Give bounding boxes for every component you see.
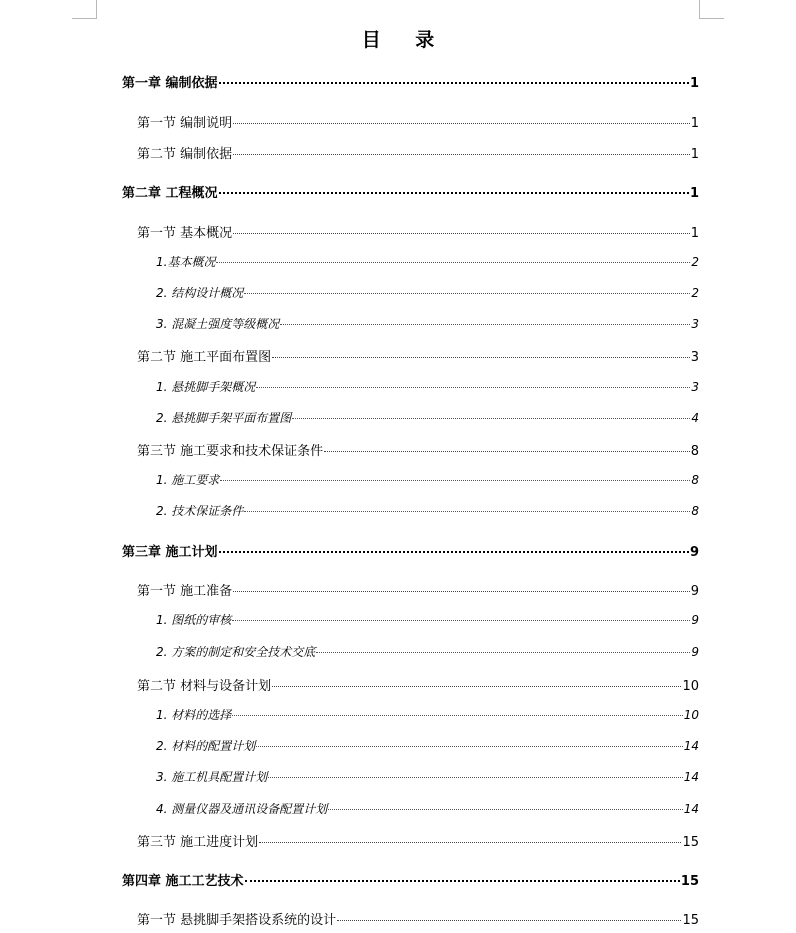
toc-entry-label: 2. 材料的配置计划 <box>156 739 256 753</box>
toc-entry-page-number: 3 <box>691 380 699 394</box>
dot-leader <box>216 262 690 263</box>
toc-chapter-entry[interactable] <box>122 182 699 201</box>
dot-leader <box>220 480 690 481</box>
toc-section-entry[interactable] <box>137 909 699 928</box>
toc-entry-page-number: 15 <box>682 835 699 850</box>
dot-leader <box>233 591 690 592</box>
toc-entry-label: 第一节 悬挑脚手架搭设系统的设计 <box>137 913 337 928</box>
toc-title: 目 录 <box>361 29 449 51</box>
dot-leader <box>233 154 690 155</box>
toc-chapter-entry[interactable] <box>122 870 699 889</box>
toc-entry-label: 第一章 编制依据 <box>122 76 218 91</box>
toc-entry-page-number: 8 <box>691 473 699 487</box>
toc-entry-page-number: 1 <box>689 76 699 91</box>
toc-section-entry[interactable] <box>137 112 699 131</box>
dot-leader <box>233 123 690 124</box>
dot-leader <box>219 551 689 553</box>
toc-entry-label: 2. 方案的制定和安全技术交底 <box>156 645 316 659</box>
dot-leader <box>324 451 690 452</box>
toc-entry-page-number: 10 <box>683 708 699 722</box>
toc-entry-label: 4. 测量仪器及通讯设备配置计划 <box>156 802 328 816</box>
dot-leader <box>280 324 690 325</box>
toc-entry-label: 1. 图纸的审核 <box>156 613 232 627</box>
toc-entry-page-number: 14 <box>683 802 699 816</box>
toc-entry-label: 2. 悬挑脚手架平面布置图 <box>156 411 292 425</box>
toc-section-entry[interactable] <box>137 143 699 162</box>
toc-entry-page-number: 4 <box>691 411 699 425</box>
toc-subsection-entry[interactable] <box>156 800 699 817</box>
toc-subsection-entry[interactable] <box>156 643 699 660</box>
toc-entry-label: 1.基本概况 <box>156 255 216 269</box>
toc-entry-page-number: 9 <box>691 613 699 627</box>
toc-entry-page-number: 1 <box>690 226 699 241</box>
toc-entry-label: 第三章 施工计划 <box>122 545 218 560</box>
toc-entry-label: 第三节 施工要求和技术保证条件 <box>137 444 324 459</box>
toc-entry-label: 1. 材料的选择 <box>156 708 232 722</box>
toc-entry-page-number: 15 <box>680 874 699 889</box>
toc-entry-label: 2. 结构设计概况 <box>156 286 244 300</box>
toc-entry-page-number: 8 <box>690 444 699 459</box>
toc-section-entry[interactable] <box>137 831 699 850</box>
toc-section-entry[interactable] <box>137 580 699 599</box>
toc-chapter-entry[interactable] <box>122 541 699 560</box>
toc-subsection-entry[interactable] <box>156 737 699 754</box>
dot-leader <box>219 192 689 194</box>
toc-entry-label: 第二章 工程概况 <box>122 186 218 201</box>
toc-subsection-entry[interactable] <box>156 253 699 270</box>
dot-leader <box>219 82 689 84</box>
dot-leader <box>233 233 690 234</box>
dot-leader <box>316 652 690 653</box>
toc-entry-page-number: 9 <box>690 584 699 599</box>
toc-entry-page-number: 8 <box>691 504 699 518</box>
toc-entry-page-number: 15 <box>682 913 699 928</box>
dot-leader <box>292 418 690 419</box>
dot-leader <box>256 746 682 747</box>
dot-leader <box>244 511 690 512</box>
toc-subsection-entry[interactable] <box>156 502 699 519</box>
toc-entry-page-number: 3 <box>690 350 699 365</box>
dot-leader <box>272 686 681 687</box>
toc-entry-label: 1. 施工要求 <box>156 473 220 487</box>
toc-chapter-entry[interactable] <box>122 72 699 91</box>
toc-entry-label: 第二节 编制依据 <box>137 147 233 162</box>
dot-leader <box>245 880 680 882</box>
dot-leader <box>337 920 681 921</box>
toc-entry-label: 第一节 施工准备 <box>137 584 233 599</box>
dot-leader <box>328 809 682 810</box>
dot-leader <box>259 842 681 843</box>
toc-entry-label: 第一节 编制说明 <box>137 116 233 131</box>
toc-subsection-entry[interactable] <box>156 409 699 426</box>
toc-entry-page-number: 9 <box>691 645 699 659</box>
toc-entry-page-number: 1 <box>690 147 699 162</box>
toc-entry-page-number: 1 <box>689 186 699 201</box>
toc-section-entry[interactable] <box>137 346 699 365</box>
toc-subsection-entry[interactable] <box>156 315 699 332</box>
dot-leader <box>232 620 690 621</box>
toc-entry-label: 1. 悬挑脚手架概况 <box>156 380 256 394</box>
toc-entry-page-number: 9 <box>689 545 699 560</box>
toc-subsection-entry[interactable] <box>156 611 699 628</box>
dot-leader <box>272 357 690 358</box>
toc-entry-label: 第二节 材料与设备计划 <box>137 679 272 694</box>
dot-leader <box>256 387 690 388</box>
toc-entry-label: 3. 混凝土强度等级概况 <box>156 317 280 331</box>
toc-section-entry[interactable] <box>137 222 699 241</box>
toc-subsection-entry[interactable] <box>156 378 699 395</box>
toc-entry-label: 第四章 施工工艺技术 <box>122 874 244 889</box>
dot-leader <box>244 293 690 294</box>
toc-entry-label: 2. 技术保证条件 <box>156 504 244 518</box>
toc-subsection-entry[interactable] <box>156 284 699 301</box>
toc-entry-page-number: 1 <box>690 116 699 131</box>
toc-entry-page-number: 14 <box>683 770 699 784</box>
toc-entry-label: 第二节 施工平面布置图 <box>137 350 272 365</box>
toc-entry-label: 3. 施工机具配置计划 <box>156 770 268 784</box>
toc-subsection-entry[interactable] <box>156 768 699 785</box>
toc-subsection-entry[interactable] <box>156 471 699 488</box>
toc-entry-page-number: 2 <box>691 255 699 269</box>
toc-entry-label: 第一节 基本概况 <box>137 226 233 241</box>
toc-entry-label: 第三节 施工进度计划 <box>137 835 259 850</box>
toc-entry-page-number: 14 <box>683 739 699 753</box>
toc-entry-page-number: 3 <box>691 317 699 331</box>
dot-leader <box>268 777 682 778</box>
toc-section-entry[interactable] <box>137 675 699 694</box>
toc-entry-page-number: 10 <box>682 679 699 694</box>
toc-entry-page-number: 2 <box>691 286 699 300</box>
toc-section-entry[interactable] <box>137 440 699 459</box>
toc-subsection-entry[interactable] <box>156 706 699 723</box>
dot-leader <box>232 715 682 716</box>
